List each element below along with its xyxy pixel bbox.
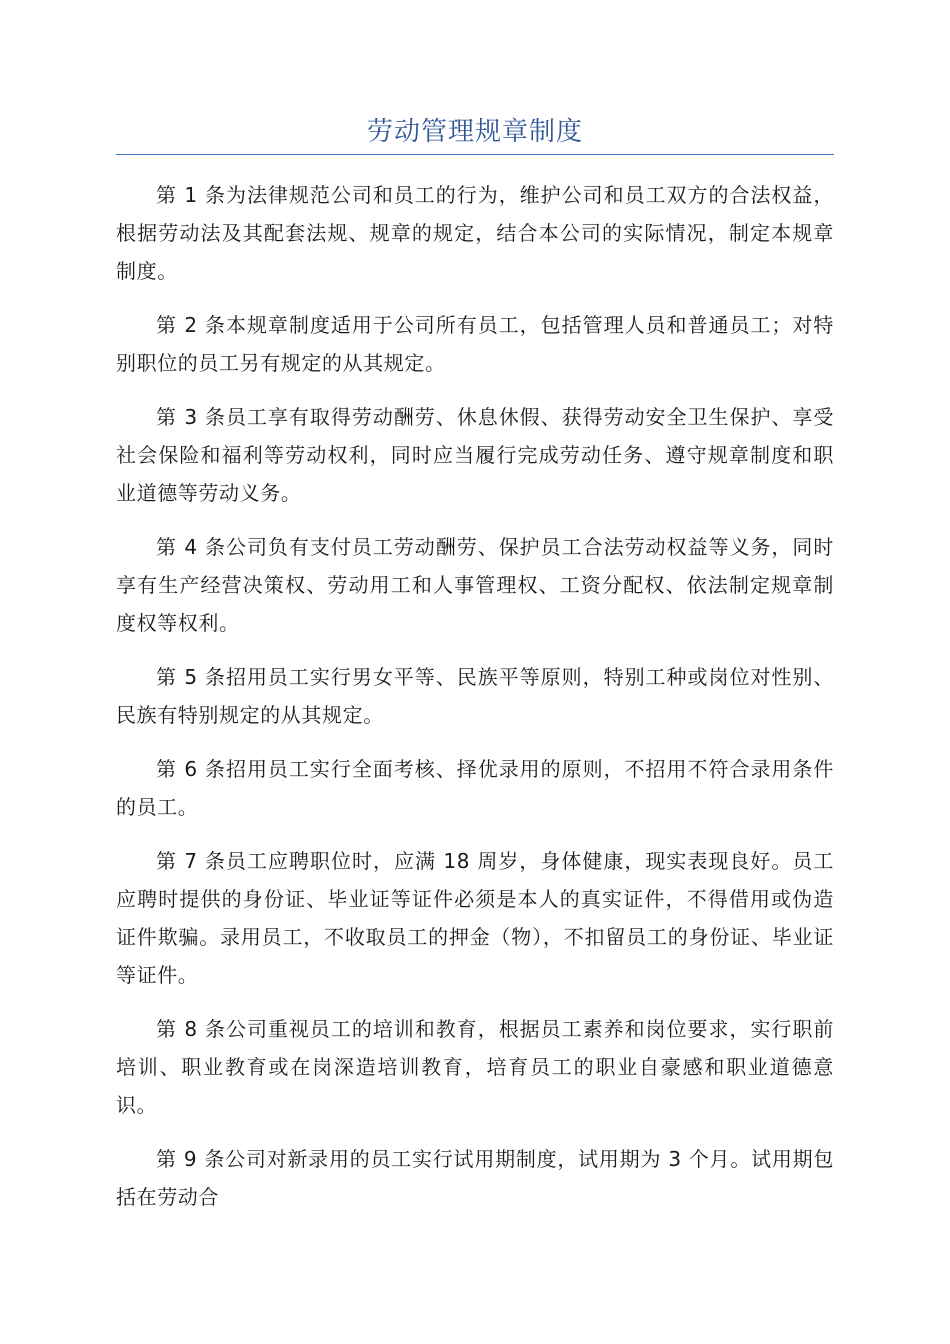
article-4: 第 4 条公司负有支付员工劳动酬劳、保护员工合法劳动权益等义务，同时享有生产经营决策权、劳动用工和人事管理权、工资分配权、依法制定规章制度权等权利。: [116, 535, 834, 635]
article-6: 第 6 条招用员工实行全面考核、择优录用的原则，不招用不符合录用条件的员工。: [116, 757, 834, 819]
article-5: 第 5 条招用员工实行男女平等、民族平等原则，特别工种或岗位对性别、民族有特别规定的从其规定。: [116, 665, 834, 727]
title-underline: [116, 154, 834, 155]
article-8: 第 8 条公司重视员工的培训和教育，根据员工素养和岗位要求，实行职前培训、职业教育或在岗深造培训教育，培育员工的职业自豪感和职业道德意识。: [116, 1017, 834, 1117]
document-title: 劳动管理规章制度: [366, 117, 583, 147]
document-body: [116, 176, 834, 1232]
article-2: 第 2 条本规章制度适用于公司所有员工，包括管理人员和普通员工；对特别职位的员工另有规定的从其规定。: [116, 313, 834, 375]
article-1: 第 1 条为法律规范公司和员工的行为，维护公司和员工双方的合法权益，根据劳动法及其配套法规、规章的规定，结合本公司的实际情况，制定本规章制度。: [116, 183, 834, 283]
article-9: 第 9 条公司对新录用的员工实行试用期制度，试用期为 3 个月。试用期包括在劳动合: [116, 1147, 834, 1209]
article-7: 第 7 条员工应聘职位时，应满 18 周岁，身体健康，现实表现良好。员工应聘时提供的身份证、毕业证等证件必须是本人的真实证件，不得借用或伪造证件欺骗。录用员工，不收取员工的押金（物），不扣留员工的身份证、毕业证等证件。: [116, 849, 834, 987]
article-3: 第 3 条员工享有取得劳动酬劳、休息休假、获得劳动安全卫生保护、享受社会保险和福利等劳动权利，同时应当履行完成劳动任务、遵守规章制度和职业道德等劳动义务。: [116, 405, 834, 505]
